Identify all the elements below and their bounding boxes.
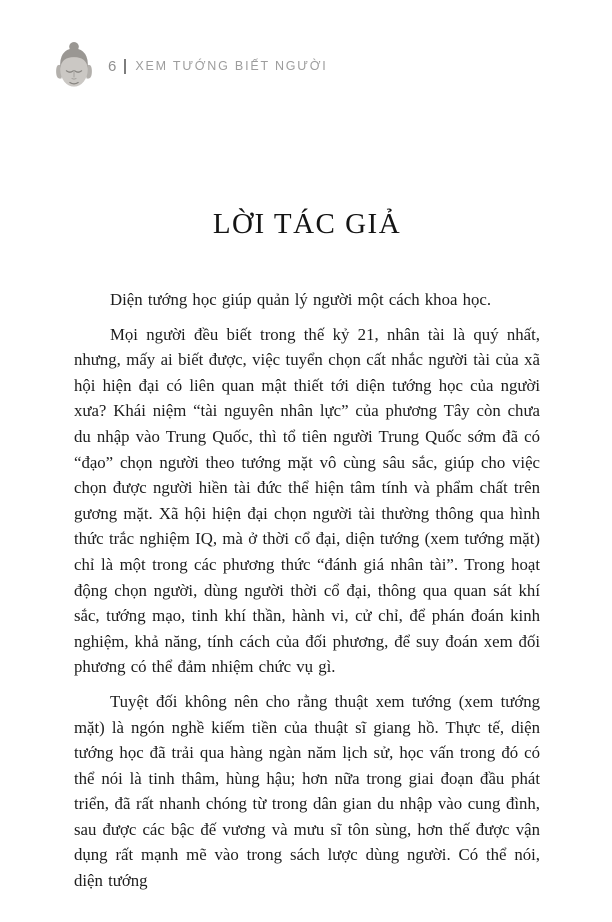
book-title: XEM TƯỚNG BIẾT NGƯỜI: [135, 59, 328, 73]
paragraph: Tuyệt đối không nên cho rằng thuật xem tướng (xem tướng mặt) là ngón nghề kiếm tiền của thuật sĩ giang hồ. Thực tế, diện tướng học đã trải qua hàng ngàn năm lịch sử, học vấn trong đó có thể nói là tinh thâm, hùng hậu; hơn nữa trong giai đoạn đầu phát triển, đã rất nhanh chóng từ trong dân gian du nhập vào cung đình, sau được các bậc đế vương và mưu sĩ tôn sùng, hơn thế được vận dụng rất mạnh mẽ vào trong sách lược dùng người. Có thể nói, diện tướng: [74, 691, 540, 891]
paragraph: Mọi người đều biết trong thế kỷ 21, nhân tài là quý nhất, nhưng, mấy ai biết được, việc tuyển chọn cất nhắc người tài của xã hội hiện đại có liên quan mật thiết tới diện tướng học của người xưa? Khái niệm “tài nguyên nhân lực” của phương Tây còn chưa du nhập vào Trung Quốc, thì tổ tiên người Trung Quốc sớm đã có “đạo” chọn người theo tướng mặt vô cùng sâu sắc, giúp cho việc chọn được người hiền tài đức thể hiện tâm tính và phẩm chất trên gương mặt. Xã hội hiện đại chọn người tài thường thông qua hình thức trắc nghiệm IQ, mà ở thời cổ đại, diện tướng (xem tướng mặt) chỉ là một trong các phương thức “đánh giá nhân tài”. Trong hoạt động chọn người, dùng người thời cổ đại, thông qua quan sát khí sắc, tướng mạo, tinh khí thần, hành vi, cử chỉ, để phán đoán kinh nghiệm, khả năng, tính cách của đối phương, để suy đoán xem đối phương có thể đảm nhiệm chức vụ gì.: [74, 324, 540, 677]
body-text: [74, 287, 540, 894]
header-divider: [124, 59, 126, 74]
page-number: 6: [108, 57, 117, 75]
paragraph: Diện tướng học giúp quản lý người một cách khoa học.: [110, 290, 492, 309]
chapter-content: [74, 208, 540, 903]
buddha-head-icon: [52, 38, 96, 94]
page-header: [52, 38, 328, 94]
chapter-title: LỜI TÁC GIẢ: [212, 208, 402, 240]
